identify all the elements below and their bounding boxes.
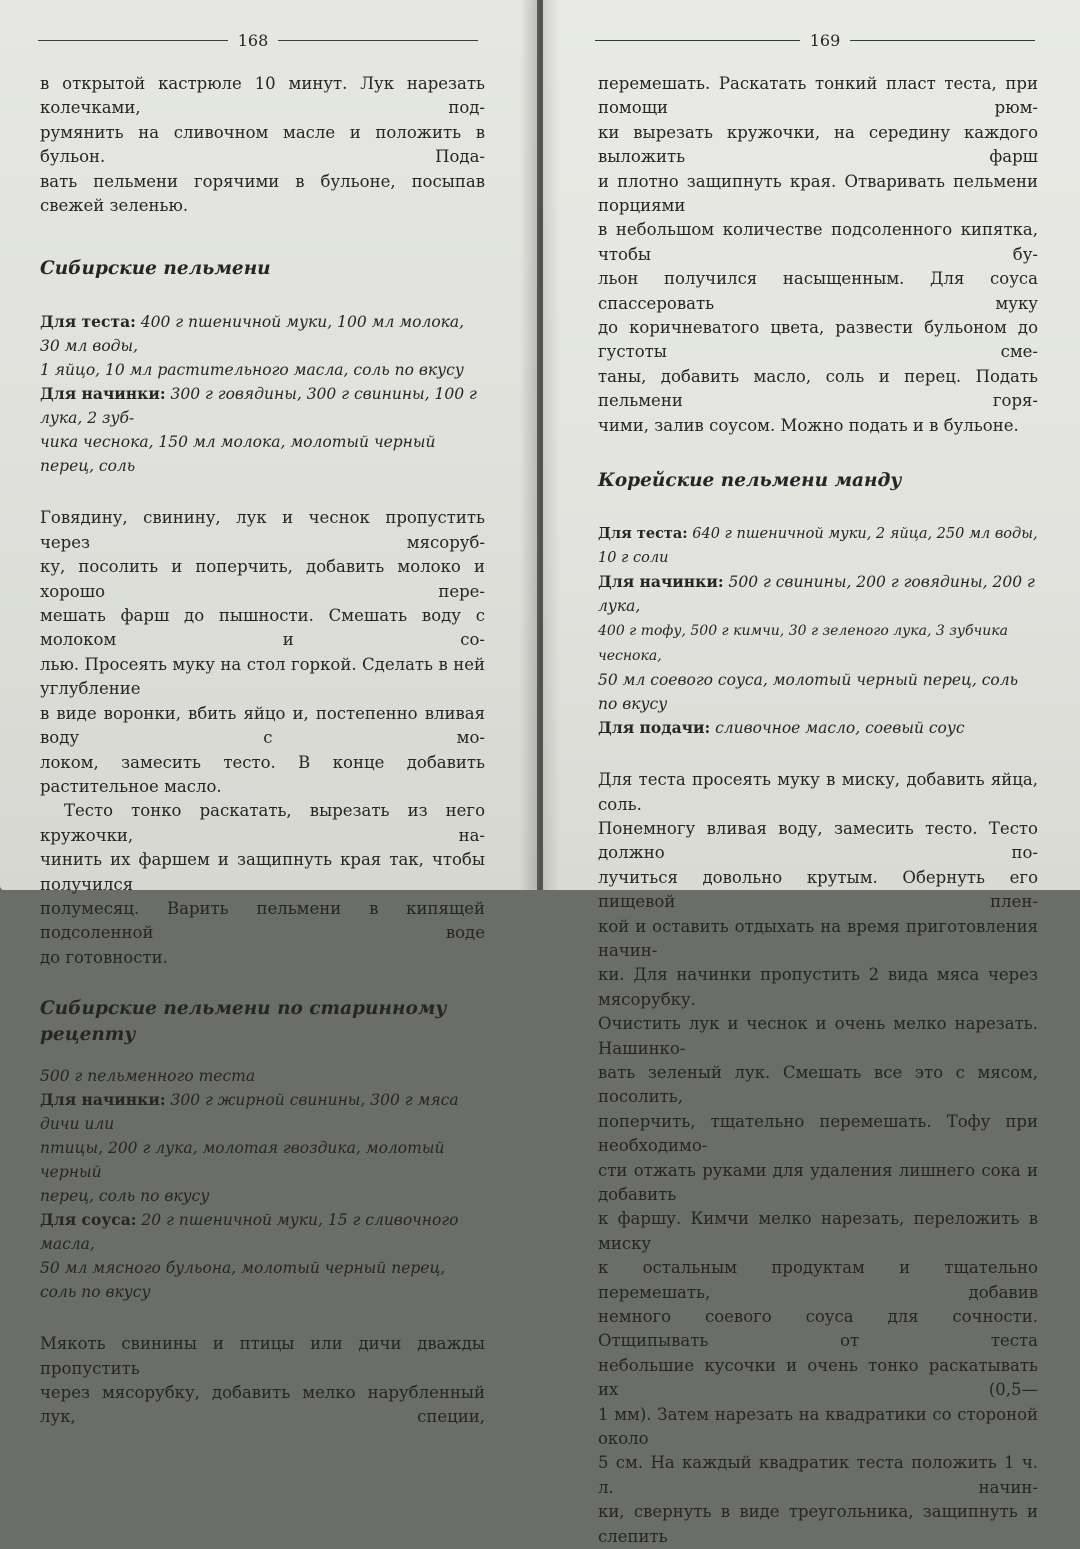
header-rule-right (850, 40, 1035, 41)
text-line: в виде воронки, вбить яйцо и, постепенно вливая воду с мо- (40, 703, 485, 748)
ingredients-text: 50 мл мясного бульона, молотый черный перец, соль по вкусу (40, 1259, 446, 1302)
method-paragraph (40, 799, 485, 970)
ingredients-text: 500 г пельменного теста (40, 1067, 256, 1086)
ingredients-label: Для начинки: (40, 384, 166, 404)
ingredients-text: 50 мл соевого соуса, молотый черный перец, соль по вкусу (598, 671, 1019, 714)
ingredients-filling (40, 1088, 485, 1208)
text-line: Говядину, свинину, лук и чеснок пропустить через мясоруб- (40, 508, 485, 552)
ingredients-sauce (40, 1208, 485, 1304)
text-line: в открытой кастрюле 10 минут. Лук нарезать колечками, под- (40, 74, 485, 118)
method-paragraph (40, 1332, 485, 1430)
text-line: через мясорубку, добавить мелко нарубленный лук, специи, (40, 1382, 485, 1427)
book-gutter-shadow (520, 0, 560, 890)
header-rule-left (595, 40, 800, 41)
ingredients-label: Для начинки: (40, 1090, 166, 1110)
text-line: таны, добавить масло, соль и перец. Подать пельмени горя- (598, 366, 1038, 411)
recipe-title: Корейские пельмени манду (598, 470, 902, 492)
text-line: до готовности. (40, 947, 168, 967)
text-line: до коричневатого цвета, развести бульоном до густоты сме- (598, 318, 1038, 362)
right-page-header (595, 28, 1035, 52)
text-line: Для теста просеять муку в миску, добавить яйца, соль. (598, 770, 1038, 814)
text-line: и плотно защипнуть края. Отваривать пельмени порциями (598, 171, 1038, 216)
ingredients-label: Для подачи: (598, 718, 711, 738)
ingredients-text: 300 г жирной свинины, 300 г мяса дичи или (40, 1091, 459, 1134)
text-line: сти отжать руками для удаления лишнего сока и добавить (598, 1160, 1038, 1204)
text-line: 5 см. На каждый квадратик теста положить 1 ч. л. начин- (598, 1453, 1038, 1497)
method-paragraph (598, 768, 1038, 1549)
text-line: кой и оставить отдыхать на время приготовления начин- (598, 916, 1038, 960)
text-line: Тесто тонко раскатать, вырезать из него кружочки, на- (40, 801, 485, 845)
ingredients-filling (598, 570, 1038, 716)
text-line: небольшие кусочки и очень тонко раскатывать их (0,5— (598, 1355, 1038, 1400)
text-line: 1 мм). Затем нарезать на квадратики со стороной около (598, 1404, 1038, 1449)
right-page (543, 0, 1080, 1546)
text-line: ки. Для начинки пропустить 2 вида мяса через мясорубку. (598, 965, 1038, 1009)
ingredients-filling (40, 382, 485, 478)
text-line: вать пельмени горячими в бульоне, посыпав свежей зеленью. (40, 171, 485, 216)
text-line: вать зеленый лук. Смешать все это с мясом, посолить, (598, 1062, 1038, 1107)
method-paragraph (40, 506, 485, 799)
ingredients-serving (598, 716, 1038, 740)
ingredients-text: птицы, 200 г лука, молотая гвоздика, молотый черный (40, 1139, 445, 1182)
text-line: локом, замесить тесто. В конце добавить растительное масло. (40, 752, 485, 796)
ingredients-dough (40, 1064, 485, 1088)
right-page-content (598, 72, 1038, 1549)
text-line: Очистить лук и чеснок и очень мелко нарезать. Нашинко- (598, 1014, 1038, 1058)
text-line: немного соевого соуса для сочности. Отщипывать от теста (598, 1307, 1038, 1351)
ingredients-text: перец, соль по вкусу (40, 1187, 210, 1206)
ingredients-label: Для соуса: (40, 1210, 137, 1230)
ingredients-label: Для теста: (40, 312, 136, 332)
ingredients-dough (598, 522, 1038, 570)
header-rule-left (38, 40, 228, 41)
text-line: чими, залив соусом. Можно подать и в бульоне. (598, 415, 1019, 435)
text-line: Понемногу вливая воду, замесить тесто. Тесто должно по- (598, 818, 1038, 863)
text-line: поперчить, тщательно перемешать. Тофу при необходимо- (598, 1111, 1038, 1156)
header-rule-right (278, 40, 478, 41)
intro-paragraph (40, 72, 485, 218)
ingredients-text: чика чеснока, 150 мл молока, молотый черный перец, соль (40, 433, 436, 476)
ingredients-text: 300 г говядины, 300 г свинины, 100 г лука, 2 зуб- (40, 385, 477, 428)
text-line: румянить на сливочном масле и положить в бульон. Пода- (40, 122, 485, 167)
text-line: к фаршу. Кимчи мелко нарезать, переложить в миску (598, 1209, 1038, 1253)
left-page-content (40, 72, 485, 1430)
text-line: ки, свернуть в виде треугольника, защипнуть и слепить (598, 1502, 1038, 1546)
page-number-169: 169 (809, 30, 841, 50)
recipe-title: Сибирские пельмени (40, 258, 271, 280)
text-line: ки вырезать кружочки, на середину каждого выложить фарш (598, 122, 1038, 167)
ingredients-text: 400 г тофу, 500 г кимчи, 30 г зеленого лука, 3 зубчика чеснока, (598, 623, 1008, 665)
ingredients-text: 640 г пшеничной муки, 2 яйца, 250 мл воды, 10 г соли (598, 526, 1038, 567)
text-line: полумесяц. Варить пельмени в кипящей подсоленной воде (40, 898, 485, 943)
ingredients-label: Для начинки: (598, 572, 724, 592)
text-line: перемешать. Раскатать тонкий пласт теста, при помощи рюм- (598, 74, 1038, 118)
ingredients-text: сливочное масло, соевый соус (710, 719, 965, 738)
text-line: мешать фарш до пышности. Смешать воду с молоком и со- (40, 606, 485, 650)
text-line: лью. Просеять муку на стол горкой. Сделать в ней углубление (40, 654, 485, 699)
text-line: чинить их фаршем и защипнуть края так, чтобы получился (40, 850, 485, 894)
text-line: Мякоть свинины и птицы или дичи дважды пропустить (40, 1334, 485, 1378)
ingredients-text: 1 яйцо, 10 мл растительного масла, соль по вкусу (40, 361, 464, 380)
recipe-title: Сибирские пельмени по старинному рецепту (40, 998, 447, 1046)
text-line: к остальным продуктам и тщательно перемешать, добавив (598, 1258, 1038, 1302)
text-line: льон получился насыщенным. Для соуса спассеровать муку (598, 269, 1038, 313)
text-line: лучиться довольно крутым. Обернуть его пищевой плен- (598, 867, 1038, 912)
intro-paragraph (598, 72, 1038, 438)
ingredients-text: 500 г свинины, 200 г говядины, 200 г лука, (598, 573, 1035, 616)
ingredients-text: 20 г пшеничной муки, 15 г сливочного масла, (40, 1211, 459, 1254)
text-line: в небольшом количестве подсоленного кипятка, чтобы бу- (598, 220, 1038, 264)
ingredients-label: Для теста: (598, 525, 688, 543)
page-number-168: 168 (237, 30, 269, 50)
text-line: ку, посолить и поперчить, добавить молоко и хорошо пере- (40, 557, 485, 601)
ingredients-dough (40, 310, 485, 382)
left-page (0, 0, 537, 1427)
left-page-header (38, 28, 478, 52)
ingredients-text: 400 г пшеничной муки, 100 мл молока, 30 мл воды, (40, 313, 465, 356)
